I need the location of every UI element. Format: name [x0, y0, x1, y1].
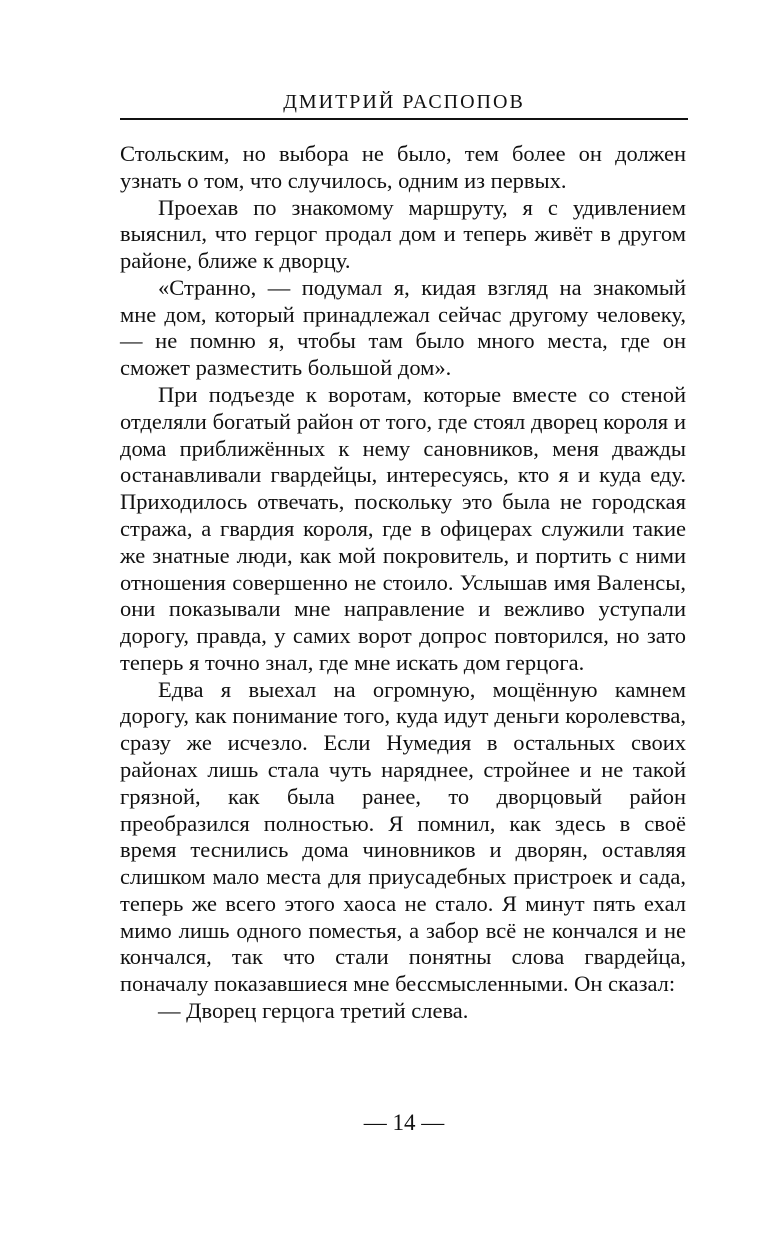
header-rule [120, 118, 688, 120]
body-text [120, 141, 686, 1025]
paragraph-1: Стольским, но выбора не было, тем более он должен узнать о том, что случилось, одним из первых. [120, 141, 686, 193]
paragraph-4: При подъезде к воротам, которые вместе со стеной отделяли богатый район от того, где стоял дворец короля и дома приближённых к нему сановников, меня дважды останавливали гвардейцы, интересуясь, кто я и куда еду. Приходилось отвечать, поскольку это была не городская стража, а гвардия короля, где в офицерах служили такие же знатные люди, как мой покровитель, и портить с ними отношения совершенно не стоило. Услышав имя Валенсы, они показывали мне направление и вежливо уступали дорогу, правда, у самих ворот допрос повторился, но зато теперь я точно знал, где мне искать дом герцога. [120, 382, 686, 675]
page-number: — 14 — [363, 1110, 445, 1135]
paragraph-6: — Дворец герцога третий слева. [158, 998, 469, 1023]
paragraph-3: «Странно, — подумал я, кидая взгляд на знакомый мне дом, который принадлежал сейчас другому человеку, — не помню я, чтобы там было много места, где он сможет разместить большой дом». [120, 274, 686, 381]
paragraph-2: Проехав по знакомому маршруту, я с удивлением выяснил, что герцог продал дом и теперь живёт в другом районе, ближе к дворцу. [120, 194, 686, 274]
running-header-author: ДМИТРИЙ РАСПОПОВ [283, 91, 525, 113]
paragraph-5: Едва я выехал на огромную, мощённую камнем дорогу, как понимание того, куда идут деньги королевства, сразу же исчезло. Если Нумедия в остальных своих районах лишь стала чуть наряднее, стройнее и не такой грязной, как была ранее, то дворцовый район преобразился полностью. Я помнил, как здесь в своё время теснились дома чиновников и дворян, оставляя слишком мало места для приусадебных пристроек и сада, теперь же всего этого хаоса не стало. Я минут пять ехал мимо лишь одного поместья, а забор всё не кончался и не кончался, так что стали понятны слова гвардейца, поначалу показавшиеся мне бессмысленными. Он сказал: [120, 676, 686, 997]
